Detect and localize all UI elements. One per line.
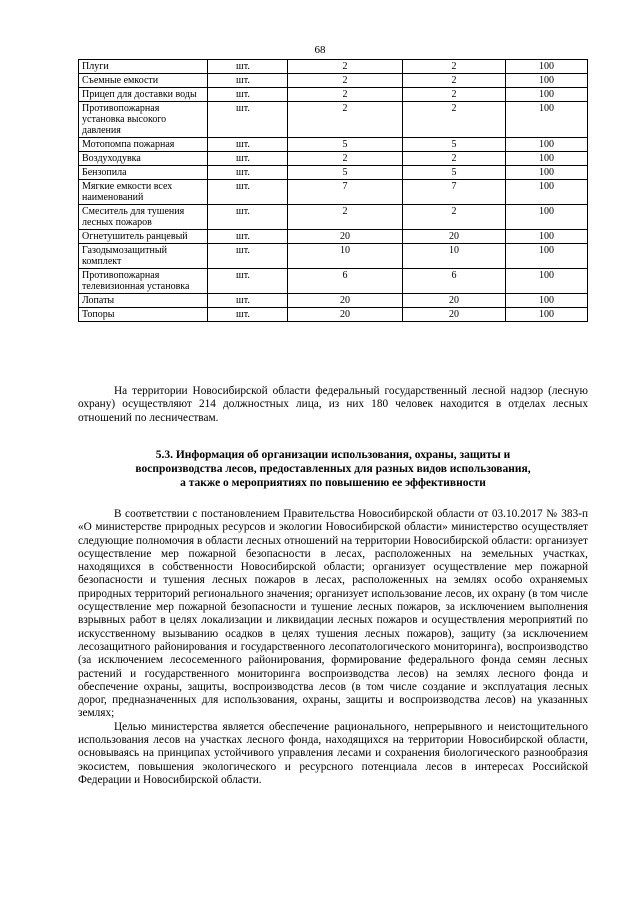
item-percent: 100 [506,152,588,166]
item-unit: шт. [208,88,288,102]
table-row [79,230,588,244]
page-number: 68 [314,44,326,56]
item-name: Огнетушитель ранцевый [79,230,208,244]
item-percent: 100 [506,166,588,180]
item-name: Смеситель для тушения лесных пожаров [79,205,208,230]
section-heading-line-2: воспроизводства лесов, предоставленных для разных видов использования, [135,463,531,475]
item-unit: шт. [208,166,288,180]
item-value-a: 6 [288,269,403,294]
item-unit: шт. [208,294,288,308]
table-row [79,205,588,230]
item-unit: шт. [208,205,288,230]
item-value-b: 2 [403,102,506,138]
item-unit: шт. [208,60,288,74]
item-name: Плуги [79,60,208,74]
table-row [79,180,588,205]
item-unit: шт. [208,152,288,166]
item-unit: шт. [208,230,288,244]
item-value-a: 10 [288,244,403,269]
item-value-a: 2 [288,205,403,230]
item-percent: 100 [506,205,588,230]
item-value-b: 2 [403,152,506,166]
item-name: Топоры [79,308,208,322]
item-percent: 100 [506,230,588,244]
item-name: Съемные емкости [79,74,208,88]
item-unit: шт. [208,74,288,88]
item-value-a: 20 [288,230,403,244]
item-name: Противопожарная телевизионная установка [79,269,208,294]
item-name: Мягкие емкости всех наименований [79,180,208,205]
item-value-b: 2 [403,74,506,88]
item-percent: 100 [506,88,588,102]
ministry-paragraphs [78,508,588,787]
table-row [79,308,588,322]
table-row [79,74,588,88]
section-heading-line-1: 5.3. Информация об организации использования, охраны, защиты и [155,449,511,461]
item-value-b: 20 [403,294,506,308]
item-value-a: 20 [288,308,403,322]
item-value-b: 20 [403,308,506,322]
item-percent: 100 [506,180,588,205]
item-name: Лопаты [79,294,208,308]
item-percent: 100 [506,138,588,152]
item-value-a: 5 [288,138,403,152]
item-value-b: 2 [403,205,506,230]
section-heading-line-3: а также о мероприятиях по повышению ее эффективности [180,477,486,489]
item-value-b: 10 [403,244,506,269]
item-name: Воздуходувка [79,152,208,166]
ministry-powers-text: В соответствии с постановлением Правительства Новосибирской области от 03.10.2017 № 383-п «О министерстве природных ресурсов и экологии Новосибирской области» министерство осуществляет следующие полномочия в области лесных отношений на территории Новосибирской области: организует осуществление мер пожарной безопасности в лесах, расположенных на земельных участках, находящихся в собственности Новосибирской области; организует осуществление мер пожарной безопасности и тушения лесных пожаров в лесах, расположенных на землях особо охраняемых природных территорий регионального значения; организует использование лесов, их охрану (в том числе осуществление мер пожарной безопасности и тушение лесных пожаров, за исключением выполнения взрывных работ в целях локализации и ликвидации лесных пожаров и осуществления мероприятий по искусственному вызыванию осадков в целях тушения лесных пожаров), защиту (за исключением лесозащитного районирования и государственного лесопатологического мониторинга), воспроизводство (за исключением лесосеменного районирования, формирование федерального фонда семян лесных растений и государственного мониторинга воспроизводства лесов) на землях лесного фонда и обеспечение охраны, защиты, воспроизводства лесов (в том числе создание и эксплуатация лесных дорог, предназначенных для использования, охраны, защиты и воспроизводства лесов) на указанных землях; [78,508,588,720]
item-name: Бензопила [79,166,208,180]
item-unit: шт. [208,244,288,269]
item-percent: 100 [506,269,588,294]
item-value-a: 2 [288,74,403,88]
item-unit: шт. [208,308,288,322]
item-unit: шт. [208,269,288,294]
item-name: Противопожарная установка высокого давления [79,102,208,138]
item-value-b: 5 [403,138,506,152]
item-value-b: 7 [403,180,506,205]
item-percent: 100 [506,74,588,88]
item-percent: 100 [506,102,588,138]
item-value-b: 6 [403,269,506,294]
item-unit: шт. [208,102,288,138]
table-row [79,166,588,180]
item-name: Прицеп для доставки воды [79,88,208,102]
item-value-b: 20 [403,230,506,244]
item-value-a: 2 [288,60,403,74]
section-heading [78,448,588,490]
table-row [79,269,588,294]
table-row [79,152,588,166]
table-row [79,88,588,102]
item-percent: 100 [506,60,588,74]
item-value-b: 5 [403,166,506,180]
table-row [79,294,588,308]
item-name: Газодымозащитный комплект [79,244,208,269]
item-value-a: 7 [288,180,403,205]
item-value-a: 2 [288,152,403,166]
item-value-a: 5 [288,166,403,180]
equipment-table-body [79,60,588,322]
supervision-paragraph [78,385,588,425]
supervision-text: На территории Новосибирской области федеральный государственный лесной надзор (лесную охрану) осуществляют 214 должностных лица, из них 180 человек находится в отделах лесных отношений по лесничествам. [78,385,588,424]
item-percent: 100 [506,294,588,308]
item-unit: шт. [208,180,288,205]
item-value-a: 2 [288,102,403,138]
table-row [79,102,588,138]
item-value-b: 2 [403,60,506,74]
ministry-goal-text: Целью министерства является обеспечение рационального, непрерывного и неистощительного использования лесов на участках лесного фонда, находящихся на территории Новосибирской области, основываясь на принципах устойчивого управления лесами и сохранения биологического разнообразия экосистем, повышения экологического и ресурсного потенциала лесов в интересах Российской Федерации и Новосибирской области. [78,720,588,786]
item-value-a: 20 [288,294,403,308]
item-percent: 100 [506,308,588,322]
item-value-b: 2 [403,88,506,102]
equipment-table [78,59,588,322]
item-percent: 100 [506,244,588,269]
item-unit: шт. [208,138,288,152]
table-row [79,138,588,152]
item-name: Мотопомпа пожарная [79,138,208,152]
table-row [79,60,588,74]
table-row [79,244,588,269]
item-value-a: 2 [288,88,403,102]
